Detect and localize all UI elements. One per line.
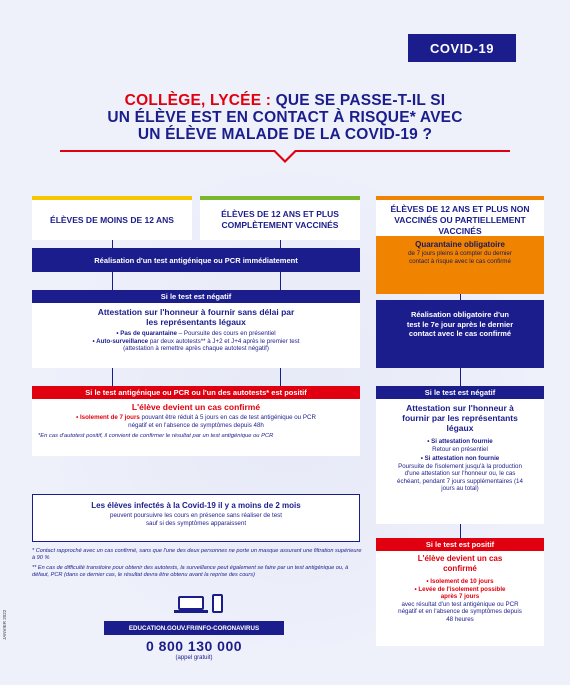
footnote-2: ** En cas de difficulté transitoire pour obtenir des autotests, la surveillance peut également se faire par un test antigénique ou, à défaut, PCR (dans ce dernier cas, le résultat devra être obtenu avant la reprise des cours) bbox=[32, 565, 349, 578]
title-highlight: COLLÈGE, LYCÉE : bbox=[124, 92, 272, 109]
negative-item-2-note: (attestation à remettre après chaque autotest négatif) bbox=[123, 345, 269, 352]
negative-item-2 bbox=[32, 338, 360, 346]
quarantine-box bbox=[376, 236, 544, 294]
connector-line bbox=[112, 240, 113, 248]
col3-negative-item-2-label: • Si attestation non fournie bbox=[420, 455, 500, 462]
col3-positive-box bbox=[376, 538, 544, 646]
connector-line bbox=[112, 272, 113, 290]
negative-heading: Attestation sur l'honneur à fournir sans délai par les représentants légaux bbox=[97, 307, 295, 327]
column-header-12-unvaccinated: ÉLÈVES DE 12 ANS ET PLUS NON VACCINÉS OU PARTIELLEMENT VACCINÉS bbox=[376, 196, 544, 240]
col3-positive-item-1-label: • Isolement de 10 jours bbox=[426, 578, 494, 585]
laptop-base-icon bbox=[174, 610, 208, 613]
covid-tag: COVID-19 bbox=[408, 34, 516, 62]
col3-negative-box bbox=[376, 386, 544, 524]
footnotes bbox=[32, 548, 366, 582]
positive-item-text: pouvant être réduit à 5 jours en cas de test antigénique ou PCR négatif et en l'absence de symptômes depuis 48h bbox=[128, 414, 316, 429]
poster-title bbox=[60, 92, 510, 143]
recently-infected-box bbox=[32, 494, 360, 542]
col3-positive-item-2 bbox=[376, 586, 544, 601]
col3-negative-item-2-bold bbox=[376, 455, 544, 463]
title-chevron-inner bbox=[275, 150, 295, 160]
positive-band: Si le test antigénique ou PCR ou l'un des autotests* est positif bbox=[32, 386, 360, 399]
quarantine-body: de 7 jours pleins à compter du dernier contact à risque avec le cas confirmé bbox=[408, 250, 512, 265]
col3-negative-item-1-text: Retour en présentiel bbox=[432, 445, 488, 453]
mandatory-test-box bbox=[376, 300, 544, 368]
connector-line bbox=[460, 368, 461, 386]
recently-infected-heading: Les élèves infectés à la Covid-19 il y a moins de 2 mois bbox=[91, 501, 301, 510]
positive-item-bold: • Isolement de 7 jours bbox=[76, 414, 140, 421]
col3-positive-band: Si le test est positif bbox=[376, 538, 544, 551]
hotline-note: (appel gratuit) bbox=[175, 655, 213, 661]
connector-line bbox=[460, 524, 461, 538]
positive-item bbox=[32, 414, 360, 429]
positive-result-box bbox=[32, 386, 360, 456]
edition-date: JANVIER 2022 bbox=[2, 609, 7, 640]
negative-item-2-text: par deux autotests** à J+2 et J+4 après le premier test bbox=[148, 337, 300, 345]
col3-positive-item-2-label: • Levée de l'isolement possible après 7 jours bbox=[414, 585, 506, 600]
col3-negative-heading: Attestation sur l'honneur à fournir par les représentants légaux bbox=[402, 403, 518, 433]
negative-item-1-bold: • Pas de quarantaine bbox=[116, 330, 177, 337]
negative-band: Si le test est négatif bbox=[32, 290, 360, 303]
col3-positive-item-3: avec résultat d'un test antigénique ou PCR négatif et en l'absence de symptômes depuis 48 heures bbox=[398, 600, 522, 623]
negative-item-1-text: – Poursuite des cours en présentiel bbox=[176, 330, 276, 337]
connector-line bbox=[280, 368, 281, 386]
col3-negative-item-2-text: Poursuite de l'isolement jusqu'à la production d'une attestation sur l'honneur ou, le cas échéant, pendant 7 jours supplémentaires (14 jours au total) bbox=[397, 462, 523, 492]
negative-result-box bbox=[32, 290, 360, 368]
recently-infected-body-1: peuvent poursuivre les cours en présence sans réaliser de test bbox=[110, 512, 282, 519]
title-line3: UN ÉLÈVE MALADE DE LA COVID-19 ? bbox=[137, 126, 433, 143]
positive-heading: L'élève devient un cas confirmé bbox=[131, 402, 261, 412]
quarantine-heading: Quarantaine obligatoire bbox=[415, 240, 505, 249]
col3-positive-item-1 bbox=[376, 578, 544, 586]
hotline-number: 0 800 130 000 bbox=[145, 638, 243, 654]
mandatory-test-text: Réalisation obligatoire d'un test le 7e jour après le dernier contact avec le cas confirmé bbox=[406, 310, 514, 338]
negative-item-2-bold: • Auto-surveillance bbox=[92, 337, 149, 345]
col3-negative-item-1-label: • Si attestation fournie bbox=[427, 438, 493, 445]
title-line1-rest: QUE SE PASSE-T-IL SI bbox=[271, 92, 446, 109]
recently-infected-body-2: sauf si des symptômes apparaissent bbox=[145, 519, 247, 527]
col3-negative-band: Si le test est négatif bbox=[376, 386, 544, 399]
column-header-12-vaccinated: ÉLÈVES DE 12 ANS ET PLUS COMPLÈTEMENT VACCINÉS bbox=[200, 196, 360, 240]
connector-line bbox=[280, 272, 281, 290]
immediate-test-box: Réalisation d'un test antigénique ou PCR immédiatement bbox=[32, 248, 360, 272]
column-header-under-12: ÉLÈVES DE MOINS DE 12 ANS bbox=[32, 196, 192, 240]
col3-positive-heading: L'élève devient un cas confirmé bbox=[417, 554, 503, 573]
footnote-1: * Contact rapproché avec un cas confirmé, sans que l'une des deux personnes ne porte un masque assurant une filtration supérieure à 90 % bbox=[32, 548, 362, 561]
negative-item-1 bbox=[32, 330, 360, 338]
info-url[interactable]: EDUCATION.GOUV.FR/INFO-CORONAVIRUS bbox=[104, 621, 284, 635]
smartphone-icon bbox=[212, 594, 223, 613]
col3-negative-item-1-bold bbox=[376, 438, 544, 446]
connector-line bbox=[280, 240, 281, 248]
positive-note: *En cas d'autotest positif, il convient de confirmer le résultat par un test antigénique ou PCR bbox=[38, 433, 274, 439]
title-line2: UN ÉLÈVE EST EN CONTACT À RISQUE* AVEC bbox=[107, 109, 463, 126]
laptop-icon bbox=[178, 596, 204, 610]
connector-line bbox=[112, 368, 113, 386]
